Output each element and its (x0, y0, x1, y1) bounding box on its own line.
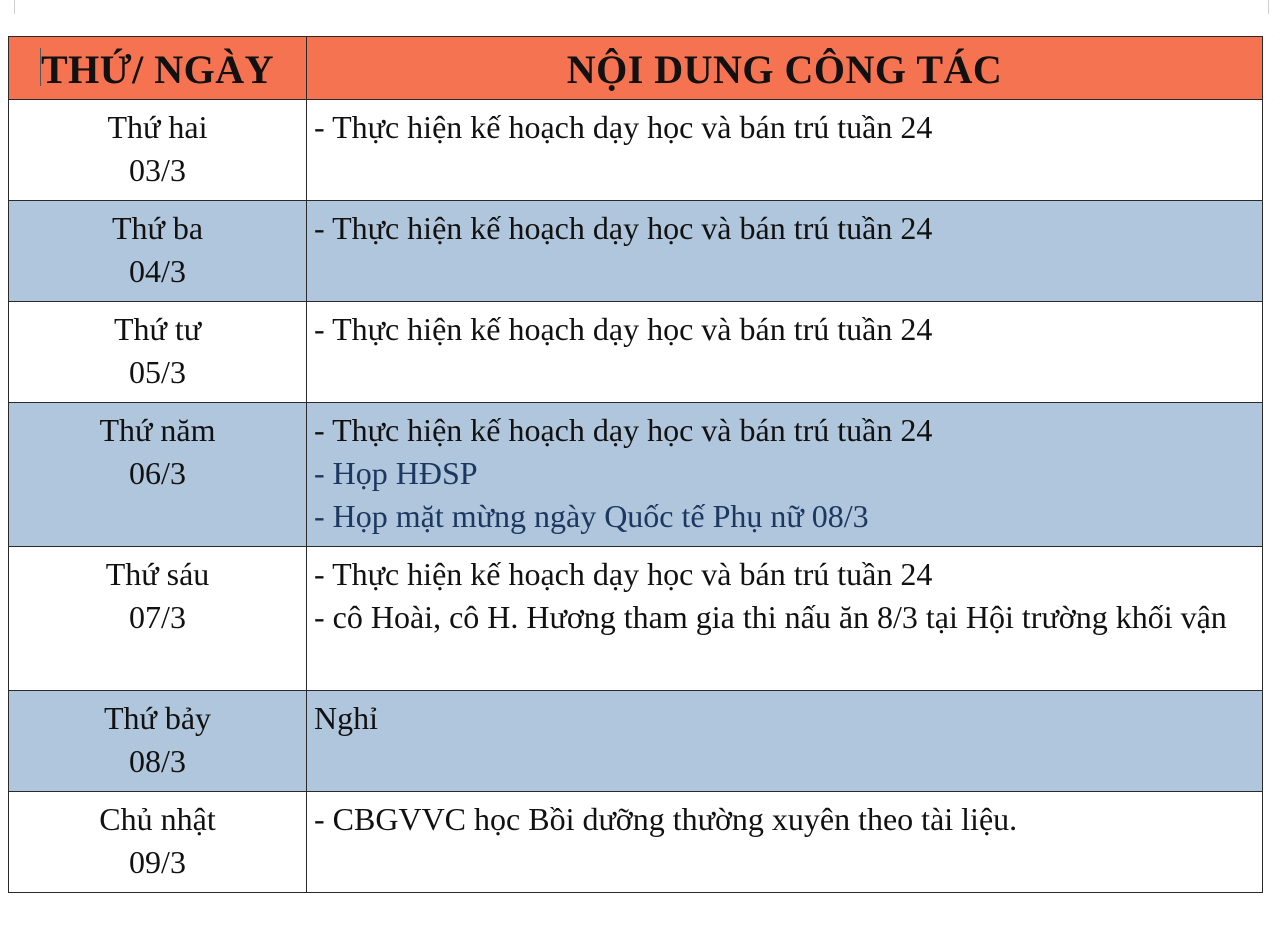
day-name: Chủ nhật (99, 801, 216, 837)
table-row (9, 100, 1263, 201)
day-date: 05/3 (129, 354, 186, 390)
day-date: 03/3 (129, 152, 186, 188)
day-name: Thứ năm (99, 412, 216, 448)
day-date: 08/3 (129, 743, 186, 779)
content-cell (307, 547, 1263, 691)
content-cell (307, 201, 1263, 302)
day-name: Thứ hai (107, 109, 208, 145)
day-cell (9, 302, 307, 403)
content-item: - Thực hiện kế hoạch dạy học và bán trú tuần 24 (314, 412, 933, 448)
content-item: - Thực hiện kế hoạch dạy học và bán trú tuần 24 (314, 556, 933, 592)
header-content-column: NỘI DUNG CÔNG TÁC (307, 37, 1263, 100)
day-cell (9, 691, 307, 792)
weekly-schedule-table (8, 36, 1263, 893)
content-item: - Họp mặt mừng ngày Quốc tế Phụ nữ 08/3 (314, 498, 869, 534)
day-date: 06/3 (129, 455, 186, 491)
table-row (9, 201, 1263, 302)
day-name: Thứ sáu (105, 556, 210, 592)
content-item: - cô Hoài, cô H. Hương tham gia thi nấu ăn 8/3 tại Hội trường khối vận (314, 599, 1227, 635)
content-item: Nghỉ (314, 700, 378, 736)
content-item: - Thực hiện kế hoạch dạy học và bán trú tuần 24 (314, 210, 933, 246)
day-name: Thứ ba (111, 210, 204, 246)
header-day-column: THỨ/ NGÀY (9, 37, 307, 100)
content-item: - CBGVVC học Bồi dưỡng thường xuyên theo tài liệu. (314, 801, 1018, 837)
table-row (9, 403, 1263, 547)
content-cell (307, 792, 1263, 893)
table-row (9, 691, 1263, 792)
day-date: 04/3 (129, 253, 186, 289)
day-cell (9, 201, 307, 302)
content-cell (307, 302, 1263, 403)
day-cell (9, 547, 307, 691)
content-item: - Thực hiện kế hoạch dạy học và bán trú tuần 24 (314, 109, 933, 145)
table-header-row (9, 37, 1263, 100)
table-row (9, 792, 1263, 893)
page-edge-mark-left (14, 0, 15, 14)
content-item: - Thực hiện kế hoạch dạy học và bán trú tuần 24 (314, 311, 933, 347)
day-date: 09/3 (129, 844, 186, 880)
table-row (9, 547, 1263, 691)
content-cell (307, 100, 1263, 201)
content-cell (307, 691, 1263, 792)
day-name: Thứ bảy (103, 700, 212, 736)
day-name: Thứ tư (113, 311, 202, 347)
content-item: - Họp HĐSP (314, 455, 478, 491)
text-cursor (40, 48, 41, 86)
page-edge-mark-right (1268, 0, 1269, 14)
day-cell (9, 792, 307, 893)
day-cell (9, 100, 307, 201)
table-row (9, 302, 1263, 403)
day-cell (9, 403, 307, 547)
day-date: 07/3 (129, 599, 186, 635)
content-cell (307, 403, 1263, 547)
